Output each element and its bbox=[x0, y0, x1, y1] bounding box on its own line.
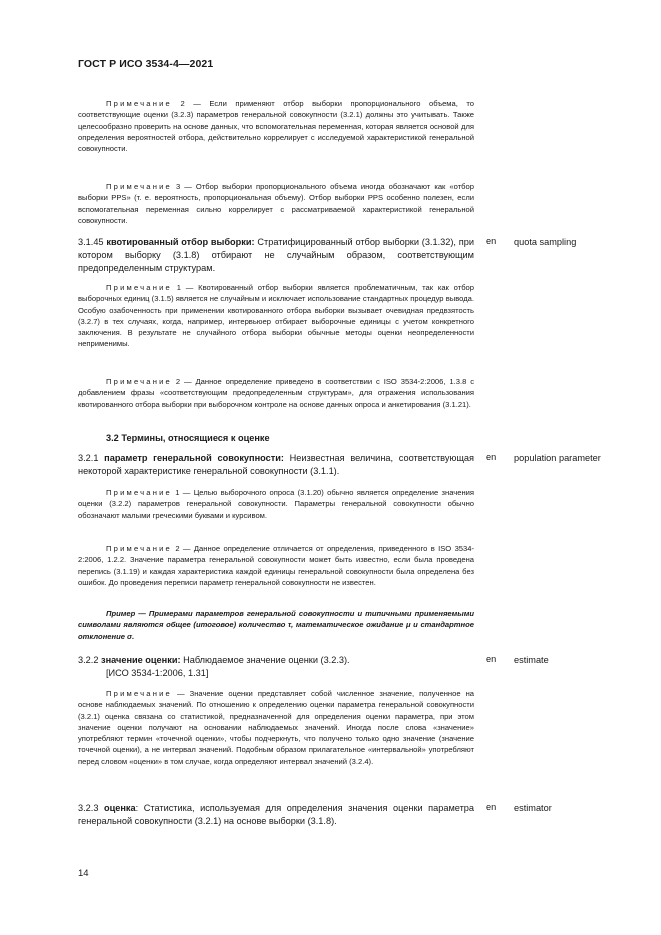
term-entry: 3.1.45 квотированный отбор выборки: Стратифицированный отбор выборки (3.1.32), при котором выборку (3.1.8) отбирают не случайным образом, соответствующим предопределенным структурам. bbox=[78, 237, 474, 273]
language-code: en bbox=[486, 654, 497, 664]
english-equivalent: quota sampling bbox=[514, 237, 577, 247]
note-block: Примечание 1 — Квотированный отбор выборки является проблематичным, так как отбор выборочных единиц (3.1.5) является не случайным и исключает использование стандартных процедур вывода. Особую озабоченность при применении квотированного отбора выборки вызывает очевидная предвзятость (3.2.7) в тех случаях, когда, например, интервьюер отбирает выборочные единицы с учетом конкретного заключения. В результате не случайного отбора выборки обычные методы оценки неопределенности неприменимы. bbox=[78, 283, 474, 349]
source-reference: [ИСО 3534-1:2006, 1.31] bbox=[106, 668, 209, 678]
section-heading: 3.2 Термины, относящиеся к оценке bbox=[106, 433, 270, 443]
note-block: Примечание — Значение оценки представляет собой численное значение, полученное на основе наблюдаемых значений. По отношению к определению оценки параметра генеральной совокупности (3.2.1) оценка связана со статистикой, предназначенной для определения оценки параметра, при этом значение оценки получают на основании наблюдаемых значений. Иногда после слова «значение» употребляют термин «точечной оценки», чтобы подчеркнуть, что получено только одно значение (значение точечной оценки), а не интервал значений. Подобным образом прилагательное «интервальной» употребляют перед словом «оценки» в том случае, когда определяют интервал значений (3.2.4). bbox=[78, 689, 474, 766]
language-code: en bbox=[486, 802, 497, 812]
english-equivalent: estimator bbox=[514, 803, 552, 813]
term-name: значение оценки: bbox=[101, 655, 181, 665]
note-block: Примечание 1 — Целью выборочного опроса (3.1.20) обычно является определение значения оценки (3.2.2) параметров генеральной совокупности. Параметры генеральной совокупности обычно обозначают малыми греческими буквами и курсивом. bbox=[78, 488, 474, 520]
term-entry: 3.2.3 оценка: Статистика, используемая для определения значения оценки параметра генеральной совокупности (3.2.1) на основе выборки (3.1.8). bbox=[78, 803, 474, 826]
term-name: оценка bbox=[103, 803, 136, 813]
note-block: Примечание 3 — Отбор выборки пропорционального объема иногда обозначают как «отбор выборки PPS» (т. е. вероятность, пропорциональная объему). Отбор выборки PPS особенно полезен, если вспомогательная переменная сильно коррелирует с рассматриваемой характеристикой генеральной совокупности. bbox=[78, 182, 474, 225]
note-block: Примечание 2 — Данное определение приведено в соответствии с ISO 3534-2:2006, 1.3.8 с добавлением фразы «соответствующим предопределенным структурам», для отражения использования квотированного отбора выборки при выборочном контроле на основе данных опроса и анкетирования (3.1.21). bbox=[78, 377, 474, 409]
term-entry: 3.2.2 значение оценки: Наблюдаемое значение оценки (3.2.3). [ИСО 3534-1:2006, 1.31] bbox=[78, 654, 474, 680]
english-equivalent: estimate bbox=[514, 655, 549, 665]
page-number: 14 bbox=[78, 868, 89, 879]
document-header: ГОСТ Р ИСО 3534-4—2021 bbox=[78, 58, 214, 70]
term-name: квотированный отбор выборки: bbox=[106, 237, 255, 247]
language-code: en bbox=[486, 452, 497, 462]
term-name: параметр генеральной совокупности: bbox=[104, 453, 284, 463]
term-entry: 3.2.1 параметр генеральной совокупности: Неизвестная величина, соответствующая некоторой характеристике генеральной совокупности (3.1.1). bbox=[78, 453, 474, 476]
note-block: Примечание 2 — Если применяют отбор выборки пропорционального объема, то соответствующие оценки (3.2.3) параметров генеральной совокупности (3.2.1) должны это учитывать. Также целесообразно проверить на основе данных, что вспомогательная переменная, которая является основой для определения вероятностей отбора, действительно коррелирует с исследуемой характеристикой генеральной совокупности. bbox=[78, 99, 475, 154]
example-block: Пример — Примерами параметров генеральной совокупности и типичными применяемыми символами являются общее (итоговое) количество τ, математическое ожидание μ и стандартное отклонение σ. bbox=[78, 609, 474, 641]
language-code: en bbox=[486, 236, 497, 246]
english-equivalent: population parameter bbox=[514, 453, 601, 463]
note-block: Примечание 2 — Данное определение отличается от определения, приведенного в ISO 3534-2:2006, 1.2.2. Значение параметра генеральной совокупности может быть известно, если была проведена перепись (3.1.19) и каждая характеристика каждой единицы генеральной совокупности была определена без ошибок. До проведения переписи параметр генеральной совокупности не известен. bbox=[78, 544, 474, 587]
